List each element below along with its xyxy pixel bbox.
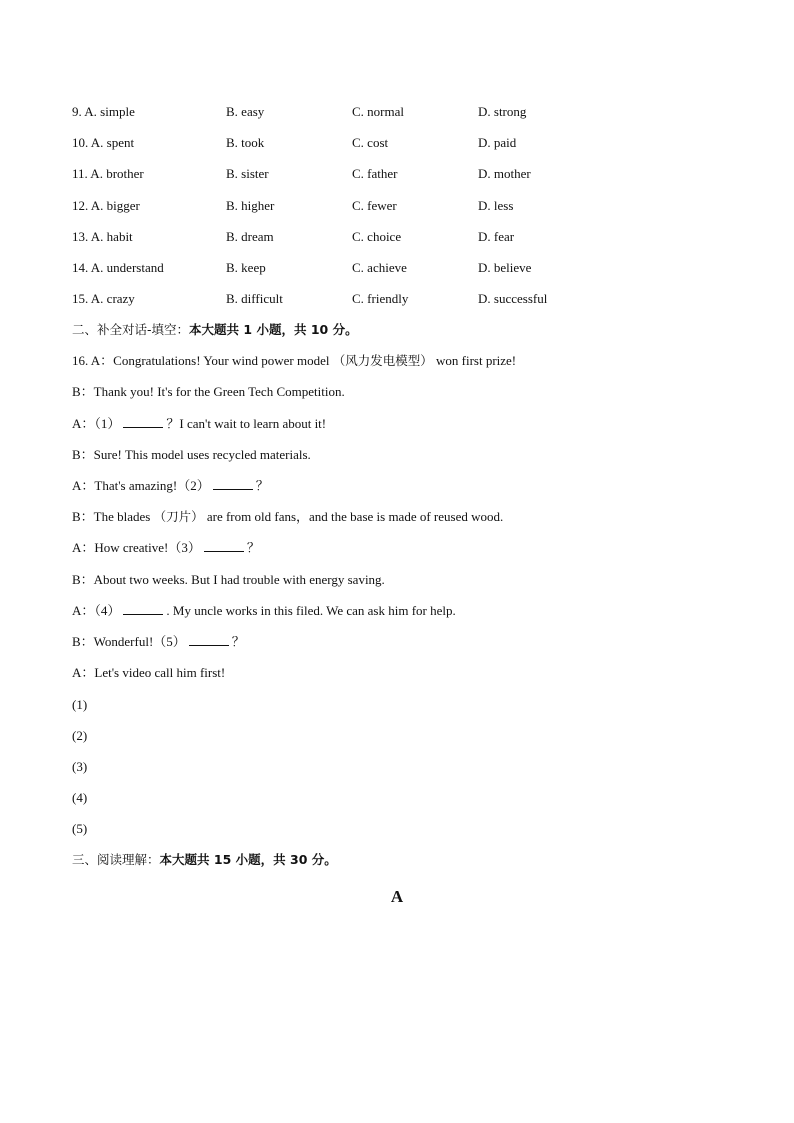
dialogue-text: B：Wonderful!（5）	[72, 634, 186, 649]
dialogue-text: A：（1）	[72, 416, 121, 431]
dialogue-line-2: B：Thank you! It's for the Green Tech Competition.	[72, 384, 345, 399]
option-c: C. father	[352, 166, 398, 182]
option-d: D. paid	[478, 135, 517, 151]
option-a: 9. A. simple	[72, 104, 135, 119]
dialogue-text: 16. A：Congratulations! Your wind power model	[72, 353, 330, 368]
option-b: B. difficult	[226, 291, 283, 307]
option-c: C. cost	[352, 135, 389, 151]
answer-blank-4[interactable]	[123, 602, 163, 615]
dialogue-line-7	[72, 539, 260, 557]
question-count: 1	[243, 322, 253, 337]
option-c: C. choice	[352, 228, 402, 244]
option-d: D. less	[478, 197, 514, 213]
option-a: 15. A. crazy	[72, 291, 135, 307]
points-value: 30	[290, 852, 308, 867]
dialogue-text: ？	[231, 634, 245, 649]
section-bold-text: 小题，共	[256, 322, 307, 337]
points-value: 10	[310, 322, 329, 337]
option-a: 11. A. brother	[72, 166, 144, 182]
option-row-13	[72, 228, 672, 259]
dialogue-line-11: A：Let's video call him first!	[72, 665, 226, 680]
dialogue-text: ？	[246, 540, 260, 555]
answer-slot-1[interactable]: (1)	[72, 697, 88, 712]
dialogue-line-1	[72, 352, 516, 370]
option-row-12	[72, 197, 672, 228]
option-b: B. easy	[226, 104, 265, 119]
option-a: 10. A. spent	[72, 135, 135, 151]
dialogue-text: ？	[255, 478, 269, 493]
answer-blank-3[interactable]	[204, 539, 244, 552]
dialogue-text: A：That's amazing!（2）	[72, 478, 210, 493]
dialogue-line-8: B：About two weeks. But I had trouble with energy saving.	[72, 572, 385, 587]
dialogue-line-5	[72, 477, 269, 495]
section-heading-reading	[72, 851, 337, 869]
option-d: D. mother	[478, 166, 531, 182]
answer-blank-2[interactable]	[213, 477, 253, 490]
option-c: C. normal	[352, 104, 404, 119]
options-table	[72, 103, 672, 321]
dialogue-line-10	[72, 633, 245, 651]
dialogue-line-6	[72, 508, 503, 526]
option-a: 13. A. habit	[72, 228, 133, 244]
answer-slot-3[interactable]: (3)	[72, 759, 88, 774]
option-d: D. strong	[478, 104, 527, 119]
option-c: C. friendly	[352, 291, 409, 307]
dialogue-text: ？I can't wait to learn about it!	[166, 416, 327, 431]
chinese-gloss: （风力发电模型）	[332, 353, 433, 368]
passage-title: A	[390, 887, 404, 906]
answer-slot-5[interactable]: (5)	[72, 821, 88, 836]
dialogue-line-4: B：Sure! This model uses recycled materials.	[72, 447, 311, 462]
option-c: C. achieve	[352, 259, 407, 275]
section-bold-text: 分。	[311, 852, 337, 867]
dialogue-text: B：The blades	[72, 509, 151, 524]
dialogue-line-3	[72, 415, 326, 433]
option-row-11	[72, 165, 672, 196]
chinese-gloss: （刀片）	[153, 509, 204, 524]
question-count: 15	[213, 852, 232, 867]
option-d: D. successful	[478, 291, 548, 307]
dialogue-text: A：How creative!（3）	[72, 540, 201, 555]
dialogue-line-9	[72, 602, 456, 620]
option-b: B. keep	[226, 259, 266, 275]
option-row-9	[72, 103, 672, 134]
option-b: B. higher	[226, 197, 275, 213]
answer-blank-5[interactable]	[189, 633, 229, 646]
option-b: B. sister	[226, 166, 269, 182]
option-a: 12. A. bigger	[72, 197, 140, 213]
dialogue-text: are from old fans，and the base is made of reused wood.	[206, 509, 504, 524]
option-c: C. fewer	[352, 197, 397, 213]
option-row-15	[72, 290, 672, 321]
option-row-14	[72, 259, 672, 290]
option-d: D. fear	[478, 228, 515, 244]
answer-slot-4[interactable]: (4)	[72, 790, 88, 805]
option-d: D. believe	[478, 259, 532, 275]
answer-blank-1[interactable]	[123, 415, 163, 428]
section-label: 二、补全对话-填空：	[72, 322, 190, 337]
answer-slot-2[interactable]: (2)	[72, 728, 88, 743]
option-b: B. took	[226, 135, 265, 151]
section-bold-text: 本大题共	[189, 322, 240, 337]
dialogue-text: . My uncle works in this filed. We can ask him for help.	[166, 603, 456, 618]
section-bold-text: 分。	[332, 322, 358, 337]
section-label: 三、阅读理解：	[72, 852, 160, 867]
option-a: 14. A. understand	[72, 259, 164, 275]
option-b: B. dream	[226, 228, 274, 244]
dialogue-text: won first prize!	[435, 353, 517, 368]
dialogue-text: A：（4）	[72, 603, 121, 618]
section-heading-dialogue	[72, 321, 358, 339]
option-row-10	[72, 134, 672, 165]
section-bold-text: 小题，共	[235, 852, 286, 867]
section-bold-text: 本大题共	[159, 852, 210, 867]
